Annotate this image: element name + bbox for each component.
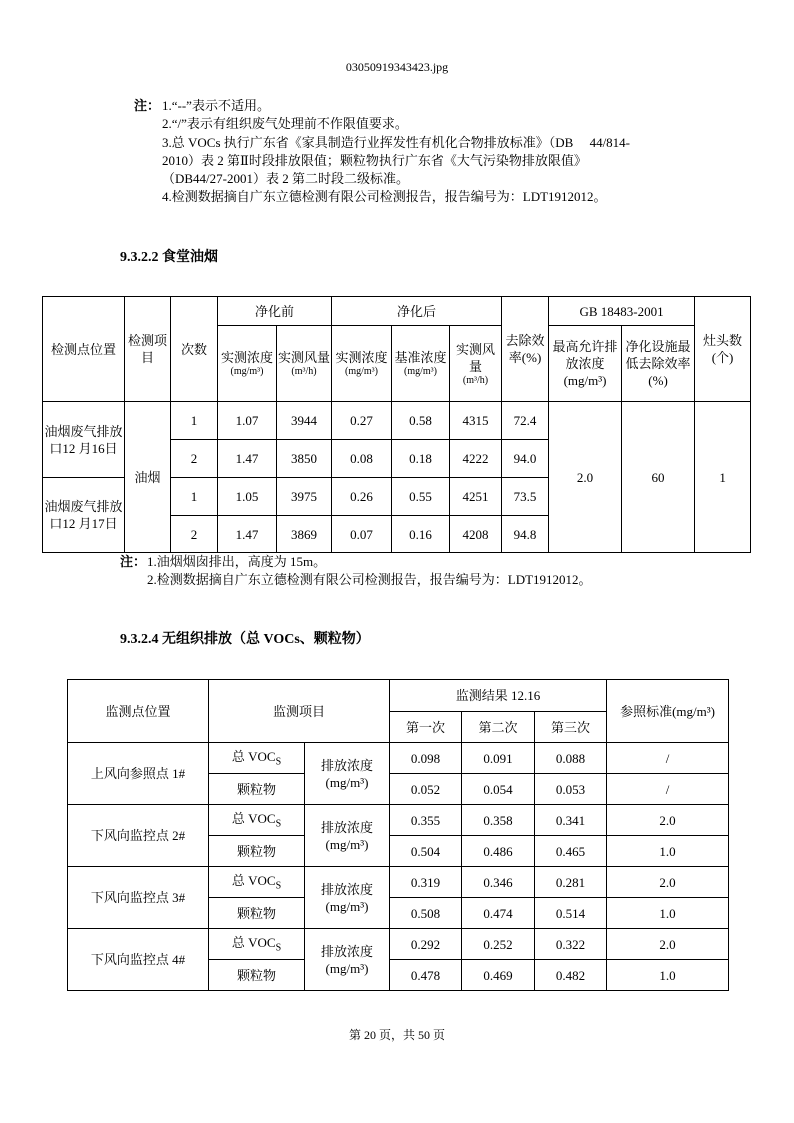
cell: /	[607, 774, 729, 805]
table-row	[68, 929, 729, 960]
point-name: 下风向监控点 4#	[68, 929, 209, 991]
cell: 2.0	[607, 929, 729, 960]
pm-label: 颗粒物	[209, 898, 305, 929]
cell: 0.26	[332, 478, 392, 516]
header-measured-conc: 实测浓度 (mg/m³)	[218, 326, 277, 402]
note-line: 2010）表 2 第Ⅱ时段排放限值；颗粒物执行广东省《大气污染物排放限值》	[162, 153, 587, 168]
header-before: 净化前	[218, 297, 332, 326]
table-row	[68, 743, 729, 774]
cell: 0.091	[462, 743, 535, 774]
cell: 3975	[277, 478, 332, 516]
cell: 1.0	[607, 898, 729, 929]
voc-label: 总 $VOC_S$	[209, 805, 305, 836]
cell: 4208	[450, 516, 502, 553]
item-cell: 油烟	[125, 402, 171, 553]
location-cell: 油烟废气排放口12 月17日	[43, 478, 125, 553]
header-reference: 参照标准(mg/m³)	[607, 680, 729, 743]
cell: 1.0	[607, 836, 729, 867]
header-item: 检测项目	[125, 297, 171, 402]
header-min-eff: 净化设施最低去除效率(%)	[622, 326, 695, 402]
cell: 3850	[277, 440, 332, 478]
cell: 0.07	[332, 516, 392, 553]
header-after: 净化后	[332, 297, 502, 326]
std-conc-cell: 2.0	[549, 402, 622, 553]
header-location: 监测点位置	[68, 680, 209, 743]
notes-label: 注：	[120, 554, 147, 569]
cell: 4251	[450, 478, 502, 516]
cell: 0.27	[332, 402, 392, 440]
note-line: 1.油烟烟囱排出，高度为 15m。	[147, 554, 327, 569]
cell: 1.0	[607, 960, 729, 991]
voc-label: 总 $VOC_S$	[209, 929, 305, 960]
header-item: 监测项目	[209, 680, 390, 743]
section-title: 9.3.2.2 食堂油烟	[120, 250, 218, 265]
header-after-measured-flow: 实测风量 (m³/h)	[450, 326, 502, 402]
header-after-measured-conc: 实测浓度 (mg/m³)	[332, 326, 392, 402]
cell: 0.252	[462, 929, 535, 960]
point-name: 下风向监控点 2#	[68, 805, 209, 867]
header-base-conc: 基准浓度 (mg/m³)	[392, 326, 450, 402]
table-row	[68, 867, 729, 898]
conc-label: 排放浓度 (mg/m³)	[305, 743, 390, 805]
notes-label: 注：	[134, 98, 161, 113]
cell: 0.358	[462, 805, 535, 836]
cell: 0.322	[535, 929, 607, 960]
note-line: （DB44/27-2001）表 2 第二时段二级标准。	[162, 171, 410, 186]
cell: 0.292	[390, 929, 462, 960]
header-location: 检测点位置	[43, 297, 125, 402]
pm-label: 颗粒物	[209, 960, 305, 991]
location-cell: 油烟废气排放口12 月16日	[43, 402, 125, 478]
cell: 0.054	[462, 774, 535, 805]
file-name: 03050919343423.jpg	[345, 60, 449, 74]
cell: 0.052	[390, 774, 462, 805]
cell: 1.07	[218, 402, 277, 440]
pm-label: 颗粒物	[209, 774, 305, 805]
kitchen-fume-table	[42, 296, 751, 553]
table-row	[68, 805, 729, 836]
cell: 0.504	[390, 836, 462, 867]
cell: 0.474	[462, 898, 535, 929]
voc-label: 总 $VOC_S$	[209, 743, 305, 774]
cell: 1	[171, 478, 218, 516]
page-footer: 第 20 页，共 50 页	[348, 1028, 445, 1042]
cell: 0.514	[535, 898, 607, 929]
cell: 0.341	[535, 805, 607, 836]
cell: 0.58	[392, 402, 450, 440]
cell: 0.355	[390, 805, 462, 836]
cell: 0.346	[462, 867, 535, 898]
cell: 73.5	[502, 478, 549, 516]
section-title: 9.3.2.4 无组织排放（总 VOCs、颗粒物）	[120, 632, 370, 647]
cell: 4315	[450, 402, 502, 440]
conc-label: 排放浓度 (mg/m³)	[305, 929, 390, 991]
cell: 0.281	[535, 867, 607, 898]
cell: 0.08	[332, 440, 392, 478]
cell: 72.4	[502, 402, 549, 440]
cell: 0.053	[535, 774, 607, 805]
note-line: 2.检测数据摘自广东立德检测有限公司检测报告，报告编号为：LDT1912012。	[147, 572, 592, 587]
cell: 3944	[277, 402, 332, 440]
header-times: 次数	[171, 297, 218, 402]
table-row	[43, 402, 751, 440]
cell: 0.465	[535, 836, 607, 867]
cell: 0.486	[462, 836, 535, 867]
cell: 0.482	[535, 960, 607, 991]
conc-label: 排放浓度 (mg/m³)	[305, 805, 390, 867]
cell: 0.508	[390, 898, 462, 929]
std-eff-cell: 60	[622, 402, 695, 553]
point-name: 下风向监控点 3#	[68, 867, 209, 929]
cell: 0.16	[392, 516, 450, 553]
point-name: 上风向参照点 1#	[68, 743, 209, 805]
header-removal: 去除效率(%)	[502, 297, 549, 402]
header-second: 第二次	[462, 712, 535, 743]
header-burners: 灶头数(个)	[695, 297, 751, 402]
cell: 0.18	[392, 440, 450, 478]
cell: 0.098	[390, 743, 462, 774]
header-first: 第一次	[390, 712, 462, 743]
header-result: 监测结果 12.16	[390, 680, 607, 712]
note-line: 2.“/”表示有组织废气处理前不作限值要求。	[162, 116, 408, 131]
cell: 1	[171, 402, 218, 440]
header-measured-flow: 实测风量 (m³/h)	[277, 326, 332, 402]
conc-label: 排放浓度 (mg/m³)	[305, 867, 390, 929]
pm-label: 颗粒物	[209, 836, 305, 867]
header-third: 第三次	[535, 712, 607, 743]
fugitive-emission-table	[67, 679, 729, 991]
cell: /	[607, 743, 729, 774]
note-line: 3.总 VOCs 执行广东省《家具制造行业挥发性有机化合物排放标准》（DB 44/814-	[162, 135, 631, 150]
cell: 1.47	[218, 440, 277, 478]
cell: 2	[171, 440, 218, 478]
burners-cell: 1	[695, 402, 751, 553]
cell: 1.05	[218, 478, 277, 516]
cell: 4222	[450, 440, 502, 478]
cell: 2	[171, 516, 218, 553]
cell: 94.8	[502, 516, 549, 553]
cell: 0.088	[535, 743, 607, 774]
header-standard: GB 18483-2001	[549, 297, 695, 326]
cell: 0.469	[462, 960, 535, 991]
cell: 3869	[277, 516, 332, 553]
cell: 2.0	[607, 867, 729, 898]
header-max-conc: 最高允许排放浓度(mg/m³)	[549, 326, 622, 402]
cell: 1.47	[218, 516, 277, 553]
cell: 0.319	[390, 867, 462, 898]
note-line: 4.检测数据摘自广东立德检测有限公司检测报告，报告编号为：LDT1912012。	[162, 189, 607, 204]
cell: 0.55	[392, 478, 450, 516]
cell: 0.478	[390, 960, 462, 991]
note-line: 1.“--”表示不适用。	[162, 98, 270, 113]
voc-label: 总 $VOC_S$	[209, 867, 305, 898]
cell: 2.0	[607, 805, 729, 836]
cell: 94.0	[502, 440, 549, 478]
